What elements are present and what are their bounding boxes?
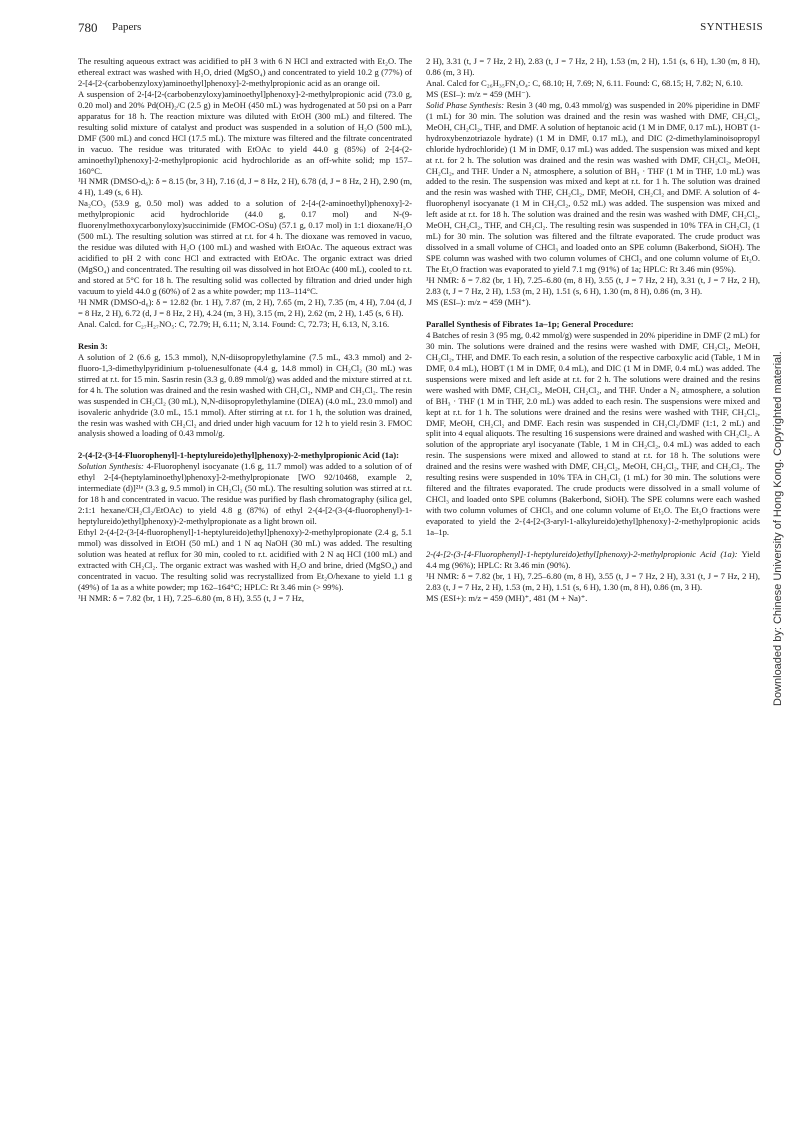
- nmr-data: ¹H NMR (DMSO-d₆): δ = 12.82 (br. 1 H), 7.87 (m, 2 H), 7.65 (m, 2 H), 7.35 (m, 4 H), 7.04 (d, J = 8 Hz, 2 H), 6.72 (d, J = 8 Hz, 2 H), 4.24 (m, 3 H), 3.15 (m, 2 H), 2.62 (m, 2 H), 1.45 (s, 6 H).: [78, 296, 412, 318]
- run-in-label: 2-(4-[2-(3-[4-Fluorophenyl]-1-heptylureido)ethyl]phenoxy)-2-methylpropionic Acid (1a):: [426, 548, 738, 559]
- nmr-data: ¹H NMR: δ = 7.82 (br, 1 H), 7.25–6.80 (m, 8 H), 3.55 (t, J = 7 Hz, 2 H), 3.31 (t, J = 7 Hz, 2 H), 2.83 (t, J = 7 Hz, 2 H), 1.53 (m, 2 H), 1.51 (s, 6 H), 1.30 (m, 8 H), 0.86 (m, 3 H).: [426, 275, 760, 297]
- section-label: Papers: [112, 21, 142, 33]
- ms-data: MS (ESI+): m/z = 459 (MH)⁺, 481 (M + Na)⁺.: [426, 592, 588, 603]
- run-in-label: Solution Synthesis:: [78, 461, 144, 472]
- section-heading-compound: 2-(4-[2-(3-[4-Fluorophenyl]-1-heptylureido)ethyl]phenoxy)-2-methylpropionic Acid (1a):: [78, 450, 399, 461]
- right-column: [426, 56, 760, 604]
- paragraph: The resulting aqueous extract was acidified to pH 3 with 6 N HCl and extracted with Et₂O. The ethereal extract was washed with H₂O, dried (MgSO₄) and concentrated to yield 10.2 g (77%) of 2-[4-[2-(carbobenzyloxy)aminoethyl]phenoxy]-2-methylpropionic acid as an orange oil.: [78, 56, 412, 88]
- paragraph: Na₂CO₃ (53.9 g, 0.50 mol) was added to a solution of 2-[4-(2-aminoethyl)phenoxy]-2-methylpropionic acid hydrochloride (44.0 g, 0.17 mol) and N-(9-fluorenylmethoxycarbonyloxy)succinimide (FMOC-OSu) (57.1 g, 0.17 mol) in 1:1 dioxane/H₂O (500 mL). The resulting solution was stirred at r.t. for 4 h. The dioxane was removed in vacuo, the residue was diluted with H₂O (100 mL) and washed with EtOAc. The aqueous extract was acidified to pH 2 with conc HCl and extracted with EtOAc. The organic extract was dried (MgSO₄) and concentrated. The resulting oil was dissolved in hot EtOAc (400 mL), cooled to r.t. and stored at 5°C for 18 h. The resulting solid was collected by filtration and dried under high vacuum to yield 44.0 g (60%) of 2 as a white powder; mp 113–114°C.: [78, 198, 412, 297]
- paragraph: 4 Batches of resin 3 (95 mg, 0.42 mmol/g) were suspended in 20% piperidine in DMF (2 mL) for 30 min. The solutions were drained and the resins were washed with DMF, CH₂Cl₂, MeOH, CH₂Cl₂, THF, and DMF. To each resin, a solution of the respective carboxylic acid (Table, 1 M in DMF, 0.4 mL), HOBT (1 M in DMF, 0.4 mL), and DIC (1 M in DMF, 0.4 mL) was added. The suspensions were mixed and left aside at r.t. for 2 h. The solutions were drained and the resins were washed with DMF, CH₂Cl₂, MeOH, CH₂Cl₂, and THF. Under a N₂ atmosphere, a solution of BH₃ · THF (1 M in THF, 2.0 mL) was added to each resin. The suspensions were mixed and kept at r.t. for 1 h. The solutions were drained and the resins were washed with THF, CH₂Cl₂, DMF, MeOH, CH₂Cl₂ and DMF. Each resin was suspended in CH₂Cl₂/DMF (1:1, 2 mL) and split into 4 equal aliquots. The resulting 16 suspensions were drained and washed with CH₂Cl₂. A solution of the appropriate aryl isocyanate (Table, 1 M in CH₂Cl₂, 0.4 mL) was added to each resin. The suspensions were mixed and allowed to stand at r.t. for 18 h. The solutions were drained and the resins were washed with DMF, CH₂Cl₂, MeOH, CH₂Cl₂, THF, and CH₂Cl₂. The resulting resins were suspended in 10% TFA in CH₂Cl₂ (1 mL) for 30 min. The solutions were filtered and the filtrates evaporated. The crude products were dissolved in a small volume of CHCl₃ and loaded onto SPE columns (Bakerbond, SiOH). The SPE columns were each washed with two column volumes of CHCl₃ and one column volume of Et₂O. The Et₂O fractions were evaporated to yield the 2-{4-[2-(3-aryl-1-alkylureido)ethyl]phenoxy}-2-methylpropionic acids 1a–1p.: [426, 329, 760, 538]
- paragraph: A solution of 2 (6.6 g, 15.3 mmol), N,N-diisopropylethylamine (7.5 mL, 43.3 mmol) and 2-fluoro-1,3-dimethylpyridinium p-toluenesulfonate (4.4 g, 14.8 mmol) in CH₂Cl₂ (30 mL) was stirred at r.t. for 15 min. Sasrin resin (3.3 g, 0.89 mmol/g) was added and the mixture stirred at r.t. for 4 h. The solution was drained and the resin washed with CH₂Cl₂, NMP and CH₂Cl₂. The resin was suspended in CH₂Cl₂ (30 mL), N,N-diisopropylethylamine (DIEA) (4.0 mL, 23.0 mmol) and isovaleric anhydride (3.0 mL, 15.1 mmol). After stirring at r.t. for 1 h, the solution was drained, the resin was washed with CH₂Cl₂ and dried under high vacuum for 12 h to yield resin 3. FMOC analysis showed a loading of 0.43 mmol/g.: [78, 351, 412, 439]
- nmr-data: ¹H NMR: δ = 7.82 (br, 1 H), 7.25–6.80 (m, 8 H), 3.55 (t, J = 7 Hz, 2 H), 3.31 (t, J = 7 Hz, 2 H), 2.83 (t, J = 7 Hz, 2 H), 1.53 (m, 2 H), 1.51 (s, 6 H), 1.30 (m, 8 H), 0.86 (m, 3 H).: [426, 570, 760, 592]
- page-header: [0, 0, 793, 40]
- nmr-data: ¹H NMR (DMSO-d₆): δ = 8.15 (br, 3 H), 7.16 (d, J = 8 Hz, 2 H), 6.78 (d, J = 8 Hz, 2 H), 2.90 (m, 4 H), 1.49 (s, 6 H).: [78, 176, 412, 198]
- section-heading-parallel: Parallel Synthesis of Fibrates 1a–1p; General Procedure:: [426, 318, 634, 329]
- paragraph-text: 4-Fluorophenyl isocyanate (1.6 g, 11.7 mmol) was added to a solution of of ethyl 2-[4-(heptylaminoethyl)phenoxy]-2-methylpropionate [WO 92/10468, example 2, intermediate (d)]²¹ᵃ (3.3 g, 9.5 mmol) in CH₂Cl₂ (50 mL). The resulting solution was stirred at r.t. for 18 h and concentrated in vacuo. The residue was purified by flash chromatography (silica gel, 2:1:1 hexane/CH₂Cl₂/EtOAc) to yield 4.8 g (87%) of ethyl 2-(4-[2-(3-(4-fluorophenyl)-1-heptylureido)ethyl]phenoxy)-2-methylpropionate as a light brown oil.: [78, 461, 412, 527]
- nmr-data: 2 H), 3.31 (t, J = 7 Hz, 2 H), 2.83 (t, J = 7 Hz, 2 H), 1.53 (m, 2 H), 1.51 (s, 6 H), 1.30 (m, 8 H), 0.86 (m, 3 H).: [426, 56, 760, 77]
- analysis-data: Anal. Calcd. for C₂₇H₂₇NO₅: C, 72.79; H, 6.11; N, 3.14. Found: C, 72.73; H, 6.13, N, 3.16.: [78, 318, 390, 329]
- paragraph: Ethyl 2-(4-[2-(3-[4-fluorophenyl]-1-heptylureido)ethyl]phenoxy)-2-methylpropionate (2.4 g, 5.1 mmol) was dissolved in EtOH (50 mL) and 1 N aq NaOH (30 mL) was added. The resulting solution was heated at reflux for 30 min, cooled to r.t. acidified with 2 N aq HCl (100 mL) and extracted with CH₂Cl₂. The organic extract was washed with H₂O and brine, dried (MgSO₄) and concentrated in vacuo. The resulting solid was recrystallized from Et₂O/hexane to yield 1.1 g (49%) of 1a as a white powder; mp 162–164°C; HPLC: Rt 3.46 min (> 99%).: [78, 527, 412, 592]
- ms-data: MS (ESI–): m/z = 459 (MH⁻).: [426, 88, 531, 99]
- run-in-label: Solid Phase Synthesis:: [426, 99, 505, 110]
- journal-name: SYNTHESIS: [700, 21, 763, 33]
- paragraph: A suspension of 2-[4-[2-(carbobenzyloxy)aminoethyl]phenoxy]-2-methylpropionic acid (73.0 g, 0.20 mol) and 20% Pd(OH)₂/C (2.5 g) in MeOH (450 mL) was hydrogenated at 50 psi on a Parr apparatus for 18 h. The reaction mixture was diluted with EtOH (300 mL) and filtered. The resulting solid mixture of catalyst and product was suspended in a solution of H₂O (500 mL), DMF (500 mL) and concd HCl (17.5 mL). The mixture was filtered and the filtrate concentrated in vacuo. The residue was triturated with EtOAc to yield 44.0 g (85%) of 2-[4-(2-aminoethyl)phenoxy]-2-methylpropionic acid hydrochloride as an off-white solid; mp 157–160°C.: [78, 88, 412, 176]
- analysis-data: Anal. Calcd for C₂₆H₃₅FN₂O₄: C, 68.10; H, 7.69; N, 6.11. Found: C, 68.15; H, 7.82; N, 6.10.: [426, 77, 743, 88]
- section-heading-resin: Resin 3:: [78, 340, 108, 351]
- paragraph: [426, 549, 760, 571]
- ms-data: MS (ESI–): m/z = 459 (MH⁺).: [426, 296, 531, 307]
- nmr-data: ¹H NMR: δ = 7.82 (br, 1 H), 7.25–6.80 (m, 8 H), 3.55 (t, J = 7 Hz,: [78, 592, 304, 603]
- paragraph-text: Resin 3 (40 mg, 0.43 mmol/g) was suspended in 20% piperidine in DMF (1 mL) for 30 min. The solution was drained and the resin was washed with DMF, CH₂Cl₂, MeOH, CH₂Cl₂, THF, and DMF. A solution of heptanoic acid (1 M in DMF, 0.17 mL), HOBT (1-hydroxybenzotriazole hydrate) (1 M in DMF, 0.17 mL), and DIC (2-dimethylaminoisopropyl chloride hydrochloride) (1 M in DMF, 0.17 mL) was added. The suspension was mixed and kept at r.t. for 2 h. The solution was drained and the resin was washed with DMF, CH₂Cl₂, MeOH, CH₂Cl₂, and THF. Under a N₂ atmosphere, a solution of BH₃ · THF (1 M in THF, 1.0 mL) was added to the resin. The suspension was mixed and kept at r.t. for 1 h. The solution was drained and the resin was washed with THF, CH₂Cl₂, DMF, MeOH, CH₂Cl₂ and DMF. A solution of 4-fluorophenyl isocyanate (1 M in CH₂Cl₂, 0.52 mL) was added. The suspension was mixed and left aside at r.t. for 18 h. The solution was drained and the resin was washed with DMF, CH₂Cl₂, MeOH, CH₂Cl₂, THF, and CH₂Cl₂. The resulting resin was suspended in 10% TFA in CH₂Cl₂ (1 mL) for 30 min. The solution was filtered and the filtrate evaporated. The crude product was dissolved in a small volume of CHCl₃ and loaded onto an SPE column (Bakerbond, SiOH). The SPE column was washed with two column volumes of CHCl₃ and one column volume of Et₂O. The Et₂O fraction was evaporated to yield 7.1 mg (91%) of 1a; HPLC: Rt 3.46 min (95%).: [426, 99, 761, 275]
- page-number: 780: [78, 20, 98, 35]
- paragraph-text: Yield 4.4 mg (96%); HPLC: Rt 3.46 min (90%).: [426, 548, 760, 570]
- paragraph: [78, 461, 412, 527]
- left-column: [78, 56, 412, 604]
- download-watermark: Downloaded by: Chinese University of Hong Kong. Copyrighted material.: [772, 351, 784, 706]
- paragraph: [426, 100, 760, 275]
